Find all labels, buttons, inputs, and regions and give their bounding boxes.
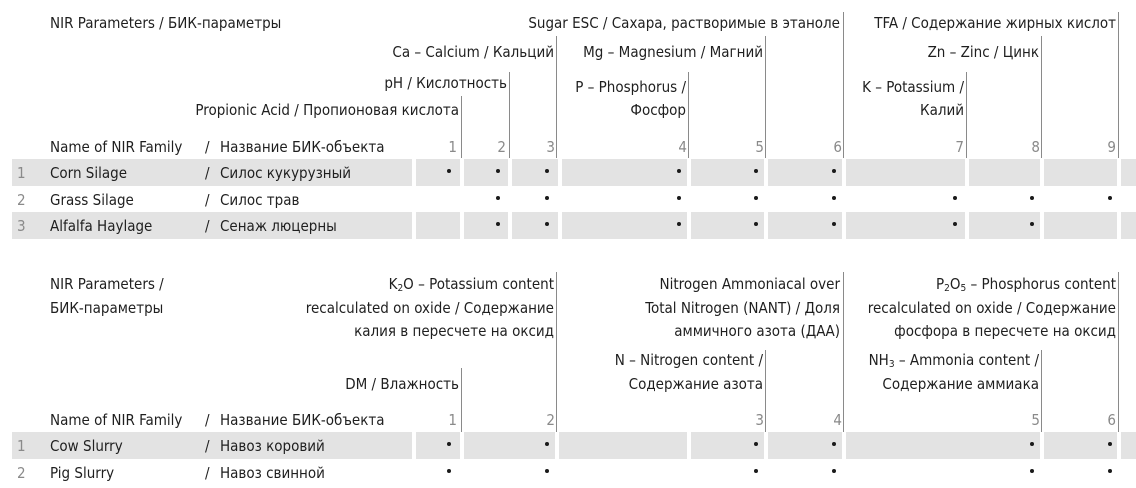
family-name-slash: /: [205, 437, 210, 455]
row-band-gap: [412, 159, 416, 186]
parameter-mark: [447, 469, 451, 473]
column-number: 3: [755, 411, 764, 429]
family-name-ru: Навоз коровий: [220, 437, 325, 455]
family-name-en: Grass Silage: [50, 191, 134, 209]
column-number: 2: [497, 138, 506, 156]
column-rule: [556, 272, 557, 432]
row-band-gap: [555, 432, 559, 459]
parameter-mark: [832, 442, 836, 446]
param-p2o5-line3: фосфора в пересчете на оксид: [894, 322, 1116, 340]
family-label-slash: /: [205, 411, 210, 429]
family-label-en: Name of NIR Family: [50, 411, 183, 429]
param-sugar-esc: Sugar ESC / Сахара, растворимые в этаноле: [528, 14, 840, 32]
param-nitrogen-line1: N – Nitrogen content /: [614, 351, 763, 369]
parameter-mark: [447, 442, 451, 446]
parameter-mark: [1108, 442, 1112, 446]
row-band-gap: [508, 159, 512, 186]
param-p2o5-line2: recalculated on oxide / Содержание: [867, 299, 1116, 317]
parameter-mark: [832, 169, 836, 173]
column-rule: [461, 368, 462, 432]
param-nitrogen-line2: Содержание азота: [628, 375, 763, 393]
parameter-mark: [1030, 469, 1034, 473]
param-magnesium: Mg – Magnesium / Магний: [583, 43, 763, 61]
param-zinc: Zn – Zinc / Цинк: [927, 43, 1039, 61]
row-band-gap: [764, 432, 768, 459]
param-propionic-acid: Propionic Acid / Пропионовая кислота: [195, 101, 459, 119]
param-p2o5-line1: $P_2O_5$ – Phosphorus content: [936, 275, 1116, 294]
family-label-ru: Название БИК-объекта: [220, 411, 385, 429]
row-band-gap: [1040, 432, 1044, 459]
param-calcium: Ca – Calcium / Кальций: [392, 43, 554, 61]
parameter-mark: [496, 169, 500, 173]
row-band-gap: [1117, 432, 1121, 459]
parameter-mark: [447, 169, 451, 173]
row-band-gap: [558, 212, 562, 239]
column-rule: [966, 72, 967, 158]
column-rule: [688, 72, 689, 158]
column-rule: [509, 72, 510, 158]
parameter-mark: [754, 169, 758, 173]
row-band-gap: [460, 212, 464, 239]
row-band-gap: [764, 159, 768, 186]
column-rule: [461, 96, 462, 158]
family-name-slash: /: [205, 191, 210, 209]
family-label-slash: /: [205, 138, 210, 156]
family-name-en: Cow Slurry: [50, 437, 123, 455]
param-nant-line3: аммичного азота (ДАА): [674, 322, 840, 340]
parameter-mark: [832, 469, 836, 473]
param-nant-line2: Total Nitrogen (NANT) / Доля: [645, 299, 840, 317]
nir-parameters-header-line2: БИК-параметры: [50, 299, 164, 317]
param-nh3-line2: Содержание аммиака: [882, 375, 1039, 393]
parameter-mark: [1030, 442, 1034, 446]
parameter-mark: [754, 442, 758, 446]
row-band-gap: [1117, 212, 1121, 239]
row-band-gap: [460, 432, 464, 459]
column-rule: [765, 350, 766, 432]
row-band-gap: [842, 432, 846, 459]
parameter-mark: [677, 169, 681, 173]
row-number: 3: [17, 217, 26, 235]
row-band-gap: [764, 212, 768, 239]
param-k2o-line3: калия в пересчете на оксид: [354, 322, 554, 340]
parameter-mark: [1108, 469, 1112, 473]
parameter-mark: [754, 222, 758, 226]
column-rule: [765, 36, 766, 158]
row-band-gap: [558, 159, 562, 186]
family-name-en: Pig Slurry: [50, 464, 115, 482]
param-dm: DM / Влажность: [345, 375, 459, 393]
parameter-mark: [677, 222, 681, 226]
family-name-ru: Сенаж люцерны: [220, 217, 337, 235]
column-number: 5: [755, 138, 764, 156]
parameter-mark: [496, 196, 500, 200]
column-number: 6: [833, 138, 842, 156]
parameter-mark: [1108, 196, 1112, 200]
column-number: 4: [678, 138, 687, 156]
column-number: 7: [955, 138, 964, 156]
row-band-gap: [687, 159, 691, 186]
family-name-slash: /: [205, 164, 210, 182]
row-number: 2: [17, 191, 26, 209]
row-band-gap: [1040, 159, 1044, 186]
parameter-mark: [832, 196, 836, 200]
parameter-mark: [754, 196, 758, 200]
parameter-mark: [1030, 196, 1034, 200]
param-potassium-line2: Калий: [919, 101, 964, 119]
column-number: 8: [1031, 138, 1040, 156]
param-tfa: TFA / Содержание жирных кислот: [874, 14, 1116, 32]
parameter-mark: [545, 442, 549, 446]
column-rule: [843, 272, 844, 432]
row-band-gap: [460, 159, 464, 186]
row-band: [12, 212, 1136, 239]
column-number: 1: [448, 411, 457, 429]
row-band-gap: [842, 212, 846, 239]
column-rule: [1118, 12, 1119, 158]
column-number: 5: [1031, 411, 1040, 429]
column-number: 2: [546, 411, 555, 429]
parameter-mark: [545, 222, 549, 226]
family-label-en: Name of NIR Family: [50, 138, 183, 156]
parameter-mark: [832, 222, 836, 226]
column-rule: [1041, 350, 1042, 432]
row-band-gap: [965, 159, 969, 186]
family-name-en: Alfalfa Haylage: [50, 217, 153, 235]
column-rule: [556, 36, 557, 158]
column-rule: [843, 12, 844, 158]
row-number: 2: [17, 464, 26, 482]
param-ph: pH / Кислотность: [384, 74, 507, 92]
param-potassium-line1: K – Potassium /: [862, 78, 964, 96]
family-name-en: Corn Silage: [50, 164, 128, 182]
column-number: 6: [1107, 411, 1116, 429]
parameter-mark: [545, 469, 549, 473]
row-band-gap: [687, 432, 691, 459]
row-band-gap: [842, 159, 846, 186]
row-band-gap: [412, 432, 416, 459]
parameter-mark: [496, 222, 500, 226]
nir-parameters-header-line1: NIR Parameters /: [50, 275, 164, 293]
column-rule: [1041, 36, 1042, 158]
row-band-gap: [965, 212, 969, 239]
param-phosphorus-line1: P – Phosphorus /: [575, 78, 686, 96]
column-number: 1: [448, 138, 457, 156]
row-band-gap: [1117, 159, 1121, 186]
param-nant-line1: Nitrogen Ammoniacal over: [659, 275, 840, 293]
param-phosphorus-line2: Фосфор: [630, 101, 686, 119]
parameter-mark: [1030, 222, 1034, 226]
nir-parameters-header: NIR Parameters / БИК-параметры: [50, 14, 282, 32]
parameter-mark: [953, 196, 957, 200]
parameter-mark: [545, 169, 549, 173]
row-band: [12, 159, 1136, 186]
row-band-gap: [687, 212, 691, 239]
row-band-gap: [412, 212, 416, 239]
row-number: 1: [17, 164, 26, 182]
parameter-mark: [677, 196, 681, 200]
row-band: [12, 432, 1136, 459]
family-name-slash: /: [205, 217, 210, 235]
column-number: 3: [546, 138, 555, 156]
column-number: 9: [1107, 138, 1116, 156]
family-name-ru: Навоз свинной: [220, 464, 325, 482]
row-number: 1: [17, 437, 26, 455]
param-nh3-line1: $NH_3$ – Ammonia content /: [868, 351, 1039, 370]
family-name-slash: /: [205, 464, 210, 482]
param-k2o-line2: recalculated on oxide / Содержание: [305, 299, 554, 317]
column-rule: [1118, 272, 1119, 432]
parameter-mark: [545, 196, 549, 200]
param-k2o-line1: $K_2O$ – Potassium content: [388, 275, 554, 294]
parameter-mark: [754, 469, 758, 473]
column-number: 4: [833, 411, 842, 429]
row-band-gap: [1040, 212, 1044, 239]
parameter-mark: [953, 222, 957, 226]
family-name-ru: Силос кукурузный: [220, 164, 352, 182]
family-label-ru: Название БИК-объекта: [220, 138, 385, 156]
row-band-gap: [508, 212, 512, 239]
family-name-ru: Силос трав: [220, 191, 300, 209]
